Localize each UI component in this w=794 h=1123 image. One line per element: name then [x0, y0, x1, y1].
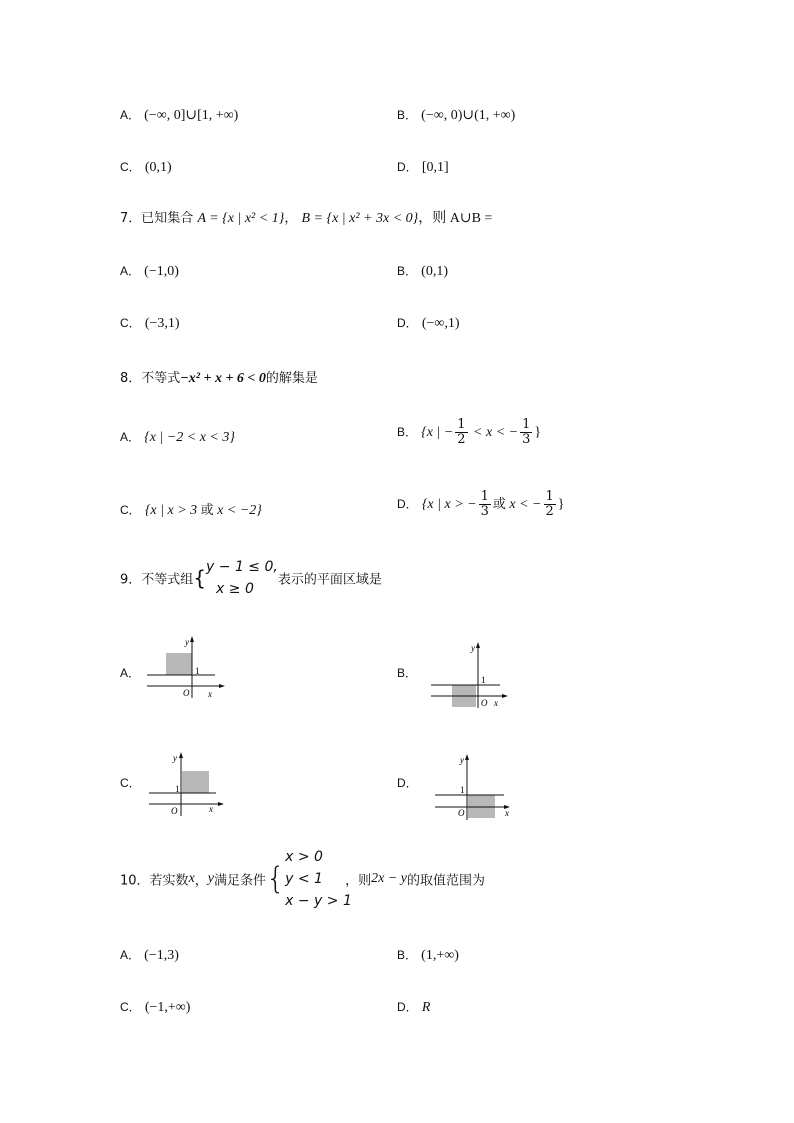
- var-x: x: [188, 871, 195, 886]
- q9-option-b[interactable]: [397, 664, 417, 681]
- option-value-suffix: x < −2}: [213, 503, 262, 518]
- inequality: −x² + x + 6 < 0: [180, 371, 266, 386]
- option-label: C．: [120, 316, 141, 330]
- shaded-region: [166, 653, 192, 675]
- denominator: 2: [457, 432, 466, 447]
- stem-text: 若实数: [149, 873, 189, 889]
- one-label: 1: [460, 785, 465, 795]
- x-arrow: [218, 802, 224, 806]
- x-label: x: [209, 804, 213, 814]
- option-label: B．: [397, 264, 418, 278]
- y-label: y: [471, 643, 475, 653]
- brace: {: [266, 861, 286, 897]
- q10-option-a[interactable]: [120, 946, 179, 964]
- set-b: B = {x | x² + 3x < 0}: [301, 211, 419, 226]
- origin-label: O: [171, 806, 178, 816]
- or-text: 或: [200, 503, 214, 518]
- set-a: A = {x | x² < 1}: [197, 211, 285, 226]
- denominator: 2: [545, 504, 554, 519]
- y-arrow: [179, 752, 183, 758]
- denominator: 3: [522, 432, 531, 447]
- condition-1: x > 0: [285, 849, 323, 865]
- option-value: (−1,3): [144, 948, 179, 963]
- condition-system: [285, 846, 352, 912]
- q9-option-c[interactable]: [120, 774, 141, 791]
- stem-tail: ，则 A∪B =: [418, 211, 493, 226]
- option-label: B．: [397, 666, 418, 680]
- option-label: D．: [397, 497, 418, 511]
- stem-tail: 的解集是: [265, 371, 318, 386]
- origin-label: O: [183, 688, 190, 698]
- q10-option-d[interactable]: [397, 998, 430, 1016]
- y-label: y: [173, 753, 177, 763]
- y-arrow: [190, 636, 194, 642]
- option-label: A．: [120, 430, 141, 444]
- q7-option-b[interactable]: [397, 262, 448, 280]
- option-value-mid: < x < −: [469, 425, 519, 440]
- option-value: (−∞, 0)∪(1, +∞): [421, 108, 516, 123]
- option-value-prefix: {x | x > 3: [144, 503, 201, 518]
- q6-option-b[interactable]: [397, 106, 515, 124]
- separator: ，: [284, 211, 298, 226]
- x-arrow: [219, 684, 225, 688]
- condition-2: y < 1: [285, 871, 323, 887]
- option-value: (−∞,1): [421, 316, 460, 331]
- one-label: 1: [175, 784, 180, 794]
- option-value-suffix: }: [557, 497, 565, 512]
- fraction: [479, 490, 491, 519]
- system-line-2: x ≥ 0: [216, 581, 254, 597]
- origin-label: O: [458, 808, 465, 818]
- x-label: x: [505, 808, 509, 818]
- q6-option-a[interactable]: [120, 106, 238, 124]
- graph-option-d[interactable]: [432, 752, 517, 822]
- option-label: A．: [120, 948, 141, 962]
- one-label: 1: [481, 675, 486, 685]
- q8-option-b[interactable]: [397, 418, 541, 447]
- fraction: [544, 490, 556, 519]
- option-label: C．: [120, 160, 141, 174]
- option-value: [0,1]: [421, 160, 449, 175]
- option-value-prefix: {x | −: [421, 425, 454, 440]
- denominator: 3: [480, 504, 489, 519]
- q8-option-d[interactable]: [397, 490, 565, 519]
- question-number: 10．: [120, 873, 150, 889]
- fraction: [455, 418, 467, 447]
- separator: ，: [194, 873, 208, 889]
- q10-option-c[interactable]: [120, 998, 190, 1016]
- q7-option-c[interactable]: [120, 314, 180, 332]
- numerator: 1: [545, 489, 554, 504]
- option-value: (0,1): [421, 264, 448, 279]
- option-value: R: [421, 1000, 431, 1015]
- fraction: [520, 418, 532, 447]
- option-value: (0,1): [144, 160, 172, 175]
- option-value-prefix: {x | x > −: [421, 497, 477, 512]
- y-label: y: [460, 755, 464, 765]
- q9-stem: [120, 556, 382, 600]
- q6-option-d[interactable]: [397, 158, 449, 176]
- option-label: D．: [397, 776, 418, 790]
- numerator: 1: [457, 417, 466, 432]
- option-label: B．: [397, 108, 418, 122]
- graph-option-b[interactable]: [428, 640, 513, 710]
- stem-text: 不等式组: [141, 572, 194, 588]
- question-number: 7．: [120, 211, 142, 226]
- shaded-region: [182, 771, 209, 793]
- q8-option-c[interactable]: [120, 499, 262, 519]
- y-label: y: [185, 637, 189, 647]
- option-value: (−1,0): [144, 264, 179, 279]
- q10-stem: [120, 846, 485, 912]
- option-label: B．: [397, 948, 418, 962]
- x-label: x: [494, 698, 498, 708]
- origin-label: O: [481, 698, 488, 708]
- stem-text: 已知集合: [141, 211, 194, 226]
- stem-tail-pre: ，则: [345, 873, 372, 889]
- stem-text: 不等式: [141, 371, 181, 386]
- q10-option-b[interactable]: [397, 946, 459, 964]
- option-label: D．: [397, 160, 418, 174]
- q7-option-a[interactable]: [120, 262, 179, 280]
- option-label: D．: [397, 316, 418, 330]
- stem-tail: 表示的平面区域是: [277, 572, 382, 588]
- option-value: (−3,1): [144, 316, 180, 331]
- q9-option-a[interactable]: [120, 664, 140, 681]
- option-value: (1,+∞): [421, 948, 459, 963]
- option-value: (−1,+∞): [144, 1000, 191, 1015]
- stem-tail: 的取值范围为: [407, 873, 486, 889]
- one-label: 1: [195, 666, 200, 676]
- q6-option-c[interactable]: [120, 158, 172, 176]
- graph-option-a[interactable]: [145, 634, 230, 700]
- option-label: A．: [120, 264, 141, 278]
- option-value: {x | −2 < x < 3}: [144, 430, 235, 445]
- option-value-mid: x < −: [505, 497, 542, 512]
- option-label: A．: [120, 108, 141, 122]
- option-label: A．: [120, 666, 141, 680]
- brace: {: [193, 566, 207, 590]
- q8-stem: [120, 367, 318, 387]
- inequality-system: [206, 556, 278, 600]
- option-label: C．: [120, 503, 141, 517]
- system-line-1: y − 1 ≤ 0,: [206, 559, 278, 575]
- condition-text: 满足条件: [214, 873, 267, 889]
- option-value: (−∞, 0]∪[1, +∞): [144, 108, 239, 123]
- or-text: 或: [492, 497, 506, 512]
- graph-option-c[interactable]: [146, 750, 231, 818]
- option-label: B．: [397, 425, 418, 439]
- target-expression: 2x − y: [371, 871, 408, 886]
- x-label: x: [208, 689, 212, 699]
- numerator: 1: [522, 417, 531, 432]
- condition-3: x − y > 1: [285, 893, 352, 909]
- q7-option-d[interactable]: [397, 314, 460, 332]
- option-value-suffix: }: [534, 425, 542, 440]
- y-arrow: [476, 642, 480, 648]
- option-label: C．: [120, 776, 141, 790]
- q8-option-a[interactable]: [120, 428, 235, 446]
- option-label: D．: [397, 1000, 418, 1014]
- x-arrow: [502, 694, 508, 698]
- q7-stem: [120, 207, 492, 227]
- var-y: y: [207, 871, 215, 886]
- question-number: 8．: [120, 371, 142, 386]
- question-number: 9．: [120, 572, 142, 588]
- y-arrow: [465, 754, 469, 760]
- numerator: 1: [480, 489, 489, 504]
- q9-option-d[interactable]: [397, 774, 418, 791]
- option-label: C．: [120, 1000, 141, 1014]
